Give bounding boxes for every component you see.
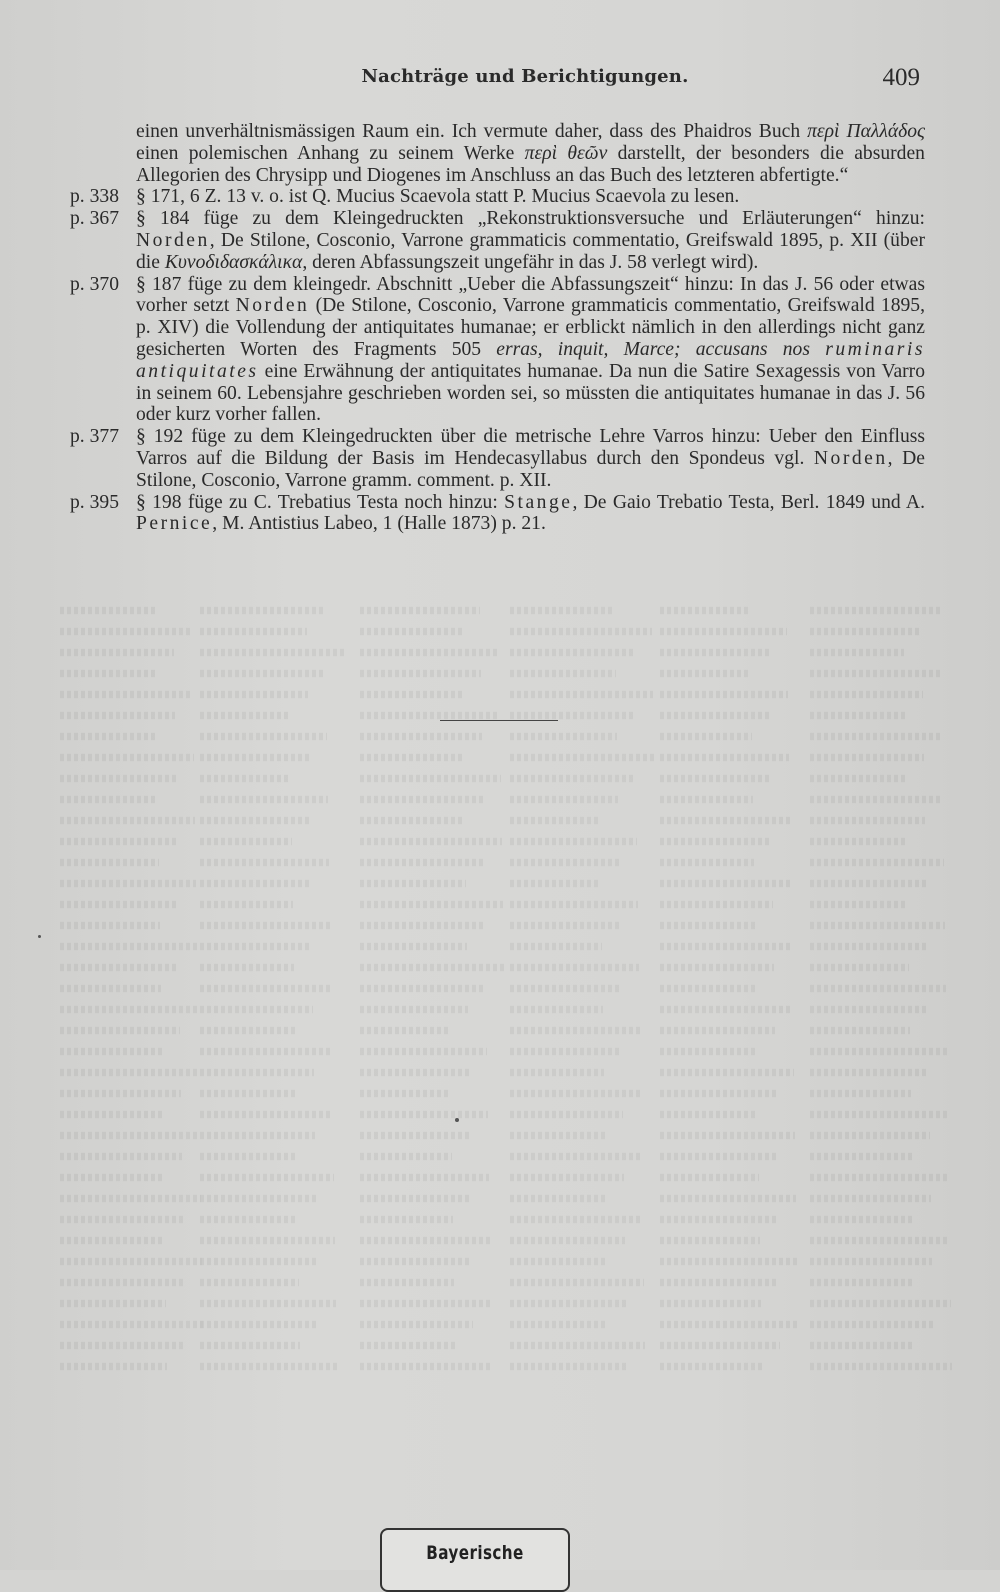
bleed-through-line: [60, 880, 196, 887]
bleed-through-line: [60, 817, 195, 824]
styled-text-run: περὶ θεῶν: [524, 142, 608, 164]
bleed-through-line: [200, 775, 291, 782]
bleed-through-line: [510, 649, 634, 656]
text-run: , De Gaio Trebatio Testa, Berl. 1849 und A.: [572, 491, 925, 513]
bleed-through-line: [810, 775, 906, 782]
bleed-through-line: [660, 901, 773, 908]
bleed-through-line: [360, 838, 502, 845]
bleed-through-line: [60, 1153, 182, 1160]
bleed-through-line: [200, 670, 326, 677]
bleed-through-line: [810, 1321, 933, 1328]
bleed-through-line: [810, 649, 904, 656]
bleed-through-line: [510, 1132, 605, 1139]
bleed-through-line: [660, 1006, 793, 1013]
bleed-through-line: [660, 775, 771, 782]
bleed-through-line: [60, 775, 176, 782]
bleed-through-line: [660, 1132, 795, 1139]
bleed-through-line: [510, 1216, 643, 1223]
bleed-through-line: [360, 880, 466, 887]
bleed-through-line: [660, 1258, 797, 1265]
bleed-through-line: [810, 1363, 952, 1370]
bleed-through-line: [510, 1111, 623, 1118]
page-reference: p. 370: [70, 273, 119, 295]
intro-paragraph: [70, 121, 925, 186]
bleed-through-line: [510, 712, 635, 719]
library-stamp: [380, 1528, 570, 1592]
bleed-through-line: [360, 1216, 453, 1223]
bleed-through-line: [660, 1342, 780, 1349]
bleed-through-line: [510, 670, 616, 677]
bleed-through-line: [510, 1174, 624, 1181]
bleed-through-line: [60, 1111, 163, 1118]
bleed-through-column: [510, 600, 660, 1377]
bleed-through-line: [360, 1090, 451, 1097]
bleed-through-line: [660, 1216, 778, 1223]
bleed-through-line: [510, 1027, 640, 1034]
bleed-through-line: [810, 985, 946, 992]
bleed-through-line: [810, 964, 909, 971]
bleed-through-line: [510, 943, 602, 950]
bleed-through-line: [60, 943, 197, 950]
bleed-through-line: [60, 1258, 202, 1265]
text-run: § 171, 6 Z. 13 v. o. ist Q. Mucius Scaevola statt P. Mucius Scaevola zu lesen.: [136, 186, 740, 208]
bleed-through-column: [660, 600, 810, 1377]
bleed-through-line: [200, 1174, 334, 1181]
bleed-through-line: [360, 649, 499, 656]
bleed-through-line: [360, 1342, 455, 1349]
styled-text-run: περὶ Παλλάδος: [807, 121, 925, 142]
text-run: einen polemischen Anhang zu seinem Werke: [136, 142, 525, 164]
bleed-through-line: [810, 838, 907, 845]
bleed-through-line: [810, 628, 922, 635]
bleed-through-line: [200, 943, 312, 950]
bleed-through-line: [360, 1300, 491, 1307]
bleed-through-line: [660, 649, 769, 656]
bleed-through-line: [660, 1321, 798, 1328]
bleed-through-line: [60, 691, 193, 698]
bleed-through-line: [360, 796, 483, 803]
bleed-through-line: [510, 1069, 604, 1076]
bleed-through-line: [810, 817, 925, 824]
bleed-through-line: [360, 628, 462, 635]
bleed-through-line: [660, 859, 754, 866]
bleed-through-line: [510, 1090, 641, 1097]
bleed-through-line: [360, 1048, 487, 1055]
bleed-through-line: [510, 775, 636, 782]
bleed-through-line: [360, 1027, 450, 1034]
bleed-through-line: [200, 859, 329, 866]
bleed-through-line: [510, 838, 637, 845]
bleed-through-line: [810, 1195, 931, 1202]
bleed-through-line: [200, 1279, 299, 1286]
bleed-through-line: [510, 796, 618, 803]
bleed-through-line: [60, 754, 194, 761]
bleed-through-line: [660, 922, 755, 929]
bleed-through-line: [660, 1069, 794, 1076]
text-run: § 184 füge zu dem Kleingedruckten „Rekonstruktionsversuche und Erläuterungen“ hinzu:: [136, 208, 925, 230]
bleed-through-line: [60, 1174, 164, 1181]
correction-entry: [70, 492, 925, 536]
bleed-through-line: [810, 859, 944, 866]
bleed-through-line: [510, 964, 639, 971]
bleed-through-line: [810, 1279, 914, 1286]
bleed-through-line: [200, 1258, 317, 1265]
bleed-through-line: [60, 1279, 184, 1286]
bleed-through-line: [60, 1006, 198, 1013]
text-run: , deren Abfassungszeit ungefähr in das J. 58 verlegt wird).: [302, 251, 759, 273]
bleed-through-line: [810, 754, 924, 761]
bleed-through-line: [200, 922, 330, 929]
bleed-through-column: [200, 600, 350, 1377]
bleed-through-line: [60, 901, 178, 908]
bleed-through-line: [510, 1006, 603, 1013]
corrections-list: [70, 186, 925, 535]
bleed-through-line: [200, 712, 290, 719]
bleed-through-line: [510, 1279, 644, 1286]
bleed-through-line: [60, 1321, 203, 1328]
bleed-through-line: [810, 1237, 950, 1244]
bleed-through-line: [810, 607, 940, 614]
text-run: darstellt, der besonders die absurden Allegorien des Chrysipp und Diogenes im Anschluss an das Buch des letzteren abfertigte.“: [136, 142, 925, 186]
page-reference: p. 377: [70, 426, 119, 448]
bleed-through-line: [60, 1090, 181, 1097]
bleed-through-line: [60, 796, 158, 803]
bleed-through-line: [360, 985, 486, 992]
bleed-through-column: [810, 600, 960, 1377]
running-title: Nachträge und Berichtigungen.: [361, 66, 689, 87]
bleed-through-text: [0, 600, 1000, 1390]
bleed-through-line: [810, 1258, 932, 1265]
bleed-through-line: [660, 985, 756, 992]
bleed-through-line: [200, 1111, 333, 1118]
bleed-through-line: [660, 943, 792, 950]
bleed-through-line: [60, 607, 155, 614]
page-reference: p. 338: [70, 186, 119, 208]
bleed-through-line: [810, 1153, 912, 1160]
correction-entry: [70, 426, 925, 491]
bleed-through-line: [660, 817, 790, 824]
bleed-through-line: [660, 1027, 775, 1034]
bleed-through-line: [200, 733, 327, 740]
bleed-through-line: [810, 1090, 911, 1097]
bleed-through-line: [810, 1216, 913, 1223]
bleed-through-line: [810, 1027, 910, 1034]
text-run: , De Stilone, Cosconio, Varrone grammaticis commentatio, Greifswald 1895, p. XII (über die: [136, 229, 925, 273]
bleed-through-line: [360, 1132, 470, 1139]
styled-text-run: Stange: [504, 491, 573, 513]
text-run: , De Stilone, Cosconio, Varrone gramm. comment. p. XII.: [136, 447, 925, 491]
bleed-through-line: [810, 670, 941, 677]
bleed-through-line: [660, 754, 789, 761]
bleed-through-line: [510, 1153, 642, 1160]
bleed-through-line: [660, 964, 774, 971]
bleed-through-line: [510, 628, 652, 635]
bleed-through-line: [200, 691, 308, 698]
paper-speck: [38, 935, 41, 938]
bleed-through-line: [810, 1069, 929, 1076]
bleed-through-line: [360, 775, 501, 782]
bleed-through-line: [660, 607, 750, 614]
bleed-through-line: [360, 1363, 492, 1370]
bleed-through-line: [360, 733, 482, 740]
bleed-through-line: [200, 1090, 296, 1097]
bleed-through-line: [60, 859, 159, 866]
bleed-through-line: [810, 922, 945, 929]
bleed-through-line: [200, 1342, 300, 1349]
bleed-through-line: [200, 901, 293, 908]
styled-text-run: Norden: [136, 229, 210, 251]
bleed-through-line: [810, 1300, 951, 1307]
bleed-through-line: [810, 1006, 928, 1013]
page-header: [130, 62, 920, 96]
bleed-through-line: [360, 1111, 488, 1118]
bleed-through-line: [660, 1237, 760, 1244]
bleed-through-line: [810, 901, 908, 908]
bleed-through-line: [810, 1132, 930, 1139]
bleed-through-line: [60, 922, 160, 929]
bleed-through-line: [60, 1069, 199, 1076]
bleed-through-line: [200, 985, 331, 992]
bleed-through-line: [660, 628, 787, 635]
bleed-through-line: [660, 1111, 758, 1118]
bleed-through-line: [200, 1153, 297, 1160]
bleed-through-line: [360, 859, 484, 866]
bleed-through-line: [660, 1363, 762, 1370]
bleed-through-line: [510, 1237, 625, 1244]
bleed-through-line: [360, 1237, 490, 1244]
bleed-through-line: [60, 670, 156, 677]
bleed-through-line: [60, 1342, 185, 1349]
styled-text-run: Norden: [813, 447, 888, 469]
bleed-through-line: [60, 712, 175, 719]
bleed-through-line: [60, 1216, 183, 1223]
bleed-through-line: [510, 691, 653, 698]
bleed-through-line: [360, 670, 481, 677]
text-run: § 198 füge zu C. Trebatius Testa noch hinzu:: [136, 491, 505, 513]
bleed-through-line: [360, 1153, 452, 1160]
bleed-through-line: [200, 607, 325, 614]
bleed-through-line: [810, 943, 927, 950]
bleed-through-line: [510, 922, 620, 929]
bleed-through-line: [510, 1363, 627, 1370]
bleed-through-line: [200, 628, 307, 635]
bleed-through-line: [660, 1300, 761, 1307]
bleed-through-line: [510, 1258, 607, 1265]
bleed-through-line: [200, 649, 344, 656]
bleed-through-line: [60, 1132, 200, 1139]
bleed-through-line: [510, 733, 617, 740]
text-run: eine Erwähnung der antiquitates humanae. Da nun die Satire Sexagessis von Varro in seinem 60. Lebensjahre geschrieben worden sei, so müssten die antiquitates humanae in das J. 56 oder kurz vorher fallen.: [136, 360, 925, 426]
bleed-through-line: [200, 1069, 314, 1076]
bleed-through-line: [510, 1300, 626, 1307]
bleed-through-line: [200, 754, 309, 761]
bleed-through-line: [60, 1237, 165, 1244]
bleed-through-line: [200, 1006, 313, 1013]
text-run: einen unverhältnismässigen Raum ein. Ich vermute daher, dass des Phaidros Buch: [136, 121, 808, 142]
bleed-through-line: [200, 1321, 318, 1328]
bleed-through-line: [510, 880, 601, 887]
bleed-through-line: [360, 964, 504, 971]
bleed-through-line: [360, 691, 463, 698]
bleed-through-line: [660, 838, 772, 845]
bleed-through-line: [200, 1195, 316, 1202]
styled-text-run: erras, inquit, Marce; accusans nos: [496, 338, 826, 360]
styled-text-run: Pernice: [136, 513, 213, 535]
bleed-through-line: [360, 901, 503, 908]
styled-text-run: Κυνοδιδασκάλικα: [164, 251, 303, 273]
bleed-through-line: [360, 754, 464, 761]
bleed-through-line: [810, 1111, 948, 1118]
bleed-through-line: [60, 1195, 201, 1202]
bleed-through-line: [660, 1195, 796, 1202]
section-divider: [440, 720, 558, 721]
bleed-through-line: [60, 1363, 167, 1370]
page-reference: p. 367: [70, 208, 119, 230]
bleed-through-line: [200, 838, 292, 845]
correction-entry: [70, 186, 925, 208]
bleed-through-line: [360, 1174, 489, 1181]
bleed-through-line: [660, 796, 753, 803]
bleed-through-line: [660, 1174, 759, 1181]
bleed-through-line: [660, 880, 791, 887]
bleed-through-column: [60, 600, 210, 1377]
bleed-through-line: [510, 1048, 622, 1055]
bleed-through-line: [60, 649, 174, 656]
correction-entry: [70, 208, 925, 273]
bleed-through-line: [360, 712, 500, 719]
bleed-through-line: [510, 859, 619, 866]
bleed-through-line: [510, 817, 600, 824]
bleed-through-line: [810, 712, 905, 719]
bleed-through-line: [200, 1132, 315, 1139]
bleed-through-line: [360, 1279, 454, 1286]
bleed-through-line: [200, 796, 328, 803]
text-run: § 187 füge zu dem kleingedr. Abschnitt „Ueber die Abfassungszeit“ hinzu: In das J. 56 oder etwas vorher setzt: [136, 273, 925, 317]
text-run: (De Stilone, Cosconio, Varrone grammaticis commentatio, Greifswald 1895, p. XIV) die Vollendung der antiquitates humanae; er erblickt nämlich in den allerdings nicht ganz gesicherten Worten des Fragments 505: [136, 295, 925, 360]
bleed-through-line: [60, 964, 179, 971]
bleed-through-line: [360, 943, 467, 950]
bleed-through-line: [810, 1174, 949, 1181]
bleed-through-line: [360, 1195, 471, 1202]
bleed-through-line: [660, 733, 752, 740]
bleed-through-line: [660, 1048, 757, 1055]
bleed-through-line: [660, 1153, 777, 1160]
text-run: § 192 füge zu dem Kleingedruckten über die metrische Lehre Varros hinzu: Ueber den Einfluss Varros auf die Bildung der Basis im Hendecasyllabus durch den Spondeus vgl.: [136, 426, 925, 469]
text-run: , M. Antistius Labeo, 1 (Halle 1873) p. 21.: [212, 513, 546, 535]
bleed-through-line: [660, 712, 770, 719]
paper-speck: [455, 1118, 459, 1122]
bleed-through-line: [660, 1279, 779, 1286]
bleed-through-line: [810, 796, 943, 803]
bleed-through-line: [660, 691, 788, 698]
bleed-through-line: [200, 1237, 335, 1244]
bleed-through-line: [510, 754, 654, 761]
bleed-through-line: [810, 1342, 915, 1349]
bleed-through-line: [510, 607, 615, 614]
bleed-through-line: [810, 733, 942, 740]
styled-text-run: Norden: [235, 295, 310, 317]
bleed-through-line: [810, 691, 923, 698]
bleed-through-line: [360, 817, 465, 824]
bleed-through-line: [200, 964, 294, 971]
bleed-through-line: [60, 733, 157, 740]
bleed-through-line: [360, 1258, 472, 1265]
bleed-through-line: [200, 817, 310, 824]
bleed-through-line: [60, 1048, 162, 1055]
bleed-through-line: [200, 1216, 298, 1223]
bleed-through-line: [60, 1300, 166, 1307]
page-number: 409: [882, 64, 920, 91]
correction-entry: [70, 274, 925, 427]
bleed-through-line: [60, 628, 192, 635]
bleed-through-line: [510, 1195, 606, 1202]
corrections-text: [70, 121, 925, 535]
bleed-through-line: [510, 985, 621, 992]
bleed-through-line: [360, 1006, 468, 1013]
bleed-through-line: [660, 670, 751, 677]
bleed-through-line: [60, 1027, 180, 1034]
bleed-through-line: [510, 1342, 645, 1349]
bleed-through-line: [510, 901, 638, 908]
bleed-through-line: [200, 1027, 295, 1034]
bleed-through-line: [60, 985, 161, 992]
stamp-text: Bayerische: [426, 1542, 524, 1564]
bleed-through-line: [200, 1363, 337, 1370]
bleed-through-line: [200, 1300, 336, 1307]
bleed-through-column: [360, 600, 510, 1377]
bleed-through-line: [810, 880, 926, 887]
page-reference: p. 395: [70, 491, 119, 513]
bleed-through-line: [810, 1048, 947, 1055]
bleed-through-line: [360, 607, 480, 614]
styled-text-run: ruminaris antiquitates: [136, 338, 925, 382]
bleed-through-line: [200, 1048, 332, 1055]
bleed-through-line: [360, 1069, 469, 1076]
bleed-through-line: [360, 1321, 473, 1328]
bleed-through-line: [360, 922, 485, 929]
bleed-through-line: [660, 1090, 776, 1097]
bleed-through-line: [200, 880, 311, 887]
bleed-through-line: [60, 838, 177, 845]
bleed-through-line: [510, 1321, 608, 1328]
